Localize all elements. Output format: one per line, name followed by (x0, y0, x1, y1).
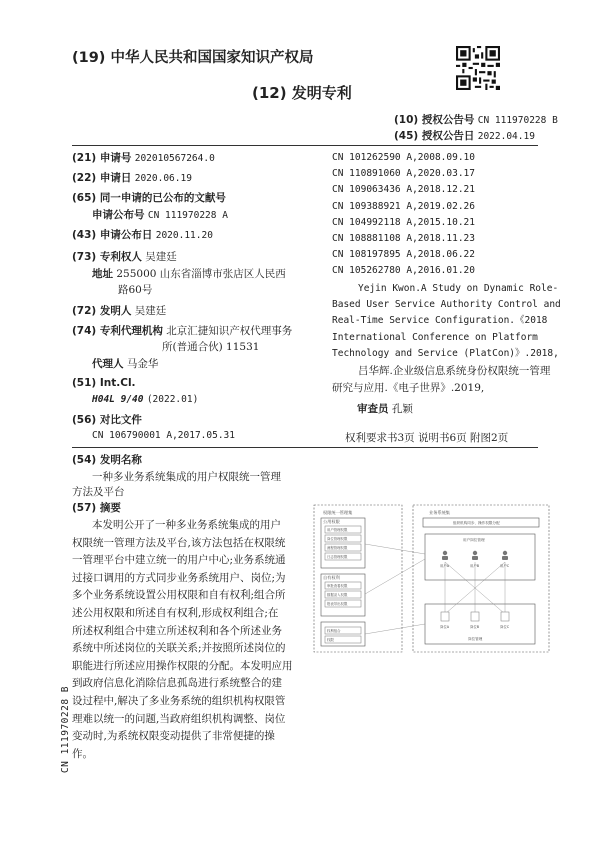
abstract-line: 过接口调用的方式同步业务系统用户、岗位;为 (72, 571, 286, 584)
nonpatent-line: Based User Service Authority Control and (332, 299, 561, 311)
reference-first: CN 106790001 A,2017.05.31 (92, 430, 235, 441)
abstract-text (72, 517, 300, 763)
application-number-row (72, 150, 215, 165)
figure-item: 权利组合 (327, 629, 341, 633)
nonpatent-citation-2-line-2: 研究与应用.《电子世界》.2019, (332, 382, 485, 394)
prior-publication-date-row (72, 227, 213, 242)
agency-row (72, 323, 292, 338)
agent-label: 代理人 (92, 358, 124, 370)
grant-date-label: (45) 授权公告日 (394, 130, 475, 142)
figure-post: 岗位C (500, 625, 510, 629)
agency-line-2: 所(普通合伙) 11531 (162, 341, 260, 353)
section-divider (72, 447, 538, 448)
abstract-line: 到政府信息化消除信息孤岛进行系统整合的建 (72, 677, 282, 690)
inventor-label: (72) 发明人 (72, 305, 132, 317)
qr-code (456, 46, 500, 90)
agent-row (92, 356, 158, 371)
address-line-1: 255000 山东省淄博市张店区人民西 (116, 268, 286, 280)
ipc-date: (2022.01) (146, 394, 199, 405)
nonpatent-line: Technology and Service (PlatCon)》.2018, (332, 347, 559, 359)
ipc-code: H04L 9/40 (92, 394, 144, 405)
abstract-line: 变动时,为系统权限变动提供了非常便捷的操 (72, 730, 275, 743)
application-date: 2020.06.19 (134, 173, 192, 184)
prior-publication-date: 2020.11.20 (155, 230, 213, 241)
citation-item: CN 104992118 A,2015.10.21 (332, 216, 475, 228)
address-line-2: 路60号 (118, 284, 153, 296)
prior-publication-date-label: (43) 申请公布日 (72, 229, 153, 241)
ipc-label: (51) Int.Cl. (72, 377, 136, 389)
application-number-label: (21) 申请号 (72, 152, 132, 164)
invention-title-label: (54) 发明名称 (72, 454, 142, 466)
citation-item: CN 108881108 A,2018.11.23 (332, 233, 475, 245)
nonpatent-line: Real-Time Service Configuration.《2018 (332, 315, 548, 327)
figure-item: 权限 (327, 638, 334, 642)
grant-date-row (394, 128, 535, 143)
abstract-line: 作。 (72, 747, 93, 760)
agency-line-1: 北京汇捷知识产权代理事务 (166, 325, 293, 337)
figure-post: 岗位B (470, 625, 480, 629)
inventor-name: 吴建廷 (134, 305, 167, 317)
figure-item: 数据录入权限 (327, 593, 348, 597)
figure-item: 用户管理权限 (327, 528, 348, 532)
examiner-name: 孔颖 (391, 403, 413, 415)
figure-post-management: 岗位管理 (468, 637, 483, 641)
abstract-line: 系统中所述岗位的关联关系;并按照所述岗位的 (72, 642, 286, 655)
abstract-line: 本发明公开了一种多业务系统集成的用户 (92, 519, 281, 531)
application-date-row (72, 170, 192, 185)
application-date-label: (22) 申请日 (72, 172, 132, 184)
office-name: (19) 中华人民共和国国家知识产权局 (72, 50, 314, 66)
citation-item: CN 109388921 A,2019.02.26 (332, 200, 475, 212)
figure-banner: 组织机构同步、操作权限分配 (453, 521, 500, 525)
invention-title-line-1: 一种多业务系统集成的用户权限统一管理 (92, 471, 281, 483)
abstract-label: (57) 摘要 (72, 502, 121, 514)
citation-item: CN 109063436 A,2018.12.21 (332, 184, 475, 196)
abstract-line: 一管理平台中建立统一的用户中心;业务系统通 (72, 554, 286, 567)
abstract-line: 设过程中,解决了多业务系统的组织机构权限管 (72, 694, 286, 707)
ipc-row (92, 393, 198, 405)
examiner-row (357, 401, 413, 416)
patentee-label: (73) 专利权人 (72, 251, 142, 263)
application-number: 202010567264.0 (134, 153, 215, 164)
nonpatent-citation (332, 281, 561, 362)
abstract-line: 所述权利组合中建立所述权利和各个所述业务 (72, 624, 282, 637)
prior-publication-row (92, 207, 228, 222)
agency-label: (74) 专利代理机构 (72, 325, 163, 337)
figure-left-title: 权限统一管理集 (323, 510, 353, 515)
patentee-name: 吴建廷 (145, 251, 177, 263)
nonpatent-line: International Conference on Platform (332, 331, 538, 343)
patentee-row (72, 249, 177, 264)
abstract-figure (313, 504, 551, 654)
abstract-line: 职能进行所述应用操作权限的分配。本发明应用 (72, 659, 293, 672)
grant-number-row (394, 112, 558, 127)
figure-user-post-title: 用户岗位管理 (463, 538, 485, 542)
figure-item: 报表导出权限 (327, 602, 348, 606)
prior-publication-number-label: 申请公布号 (92, 209, 145, 221)
citation-item: CN 101262590 A,2008.09.10 (332, 152, 475, 163)
abstract-line: 述公用权限和所述自有权利,形成权利组合;在 (72, 606, 279, 619)
figure-right-title: 业务系统集 (429, 510, 450, 515)
figure-own-rights: 自有权利 (323, 575, 340, 580)
side-publication-number: CN 111970228 B (60, 686, 71, 774)
figure-public-rights: 公用权限 (323, 519, 340, 524)
address-row (92, 266, 286, 281)
header-divider (72, 145, 538, 146)
figure-item: 日志管理权限 (327, 555, 348, 559)
abstract-line: 理难以统一的问题,当政府组织机构调整、岗位 (72, 712, 286, 725)
figure-user: 用户A (440, 564, 450, 568)
grant-date: 2022.04.19 (477, 131, 535, 142)
address-label: 地址 (92, 268, 113, 280)
grant-number-label: (10) 授权公告号 (394, 114, 475, 126)
citation-item: CN 110891060 A,2020.03.17 (332, 168, 475, 180)
figure-user: 用户C (500, 564, 510, 568)
examiner-label: 审查员 (357, 403, 389, 415)
figure-item: 审批查看权限 (327, 584, 348, 588)
agent-name: 马金华 (126, 358, 159, 370)
figure-item: 岗位管理权限 (327, 537, 348, 541)
references-label: (56) 对比文件 (72, 414, 142, 426)
citation-list (332, 150, 475, 280)
citation-item: CN 108197895 A,2018.06.22 (332, 249, 475, 261)
document-type: (12) 发明专利 (252, 84, 352, 102)
figure-user: 用户B (470, 564, 480, 568)
grant-number: CN 111970228 B (477, 115, 558, 126)
nonpatent-line: Yejin Kwon.A Study on Dynamic Role- (358, 283, 559, 294)
prior-publication-number: CN 111970228 A (147, 210, 228, 221)
figure-item: 流程管理权限 (327, 546, 348, 550)
invention-title-line-2: 方法及平台 (72, 486, 125, 498)
figure-post: 岗位A (440, 625, 450, 629)
citation-item: CN 105262780 A,2016.01.20 (332, 265, 475, 277)
inventor-row (72, 303, 166, 318)
abstract-line: 权限统一管理方法及平台,该方法包括在权限统 (72, 536, 286, 549)
prior-publication-label: (65) 同一申请的已公布的文献号 (72, 192, 226, 204)
page-counts: 权利要求书3页 说明书6页 附图2页 (345, 432, 509, 444)
nonpatent-citation-2-line-1: 吕华辉.企业级信息系统身份权限统一管理 (358, 365, 551, 377)
abstract-line: 多个业务系统设置公用权限和自有权利;组合所 (72, 589, 286, 602)
